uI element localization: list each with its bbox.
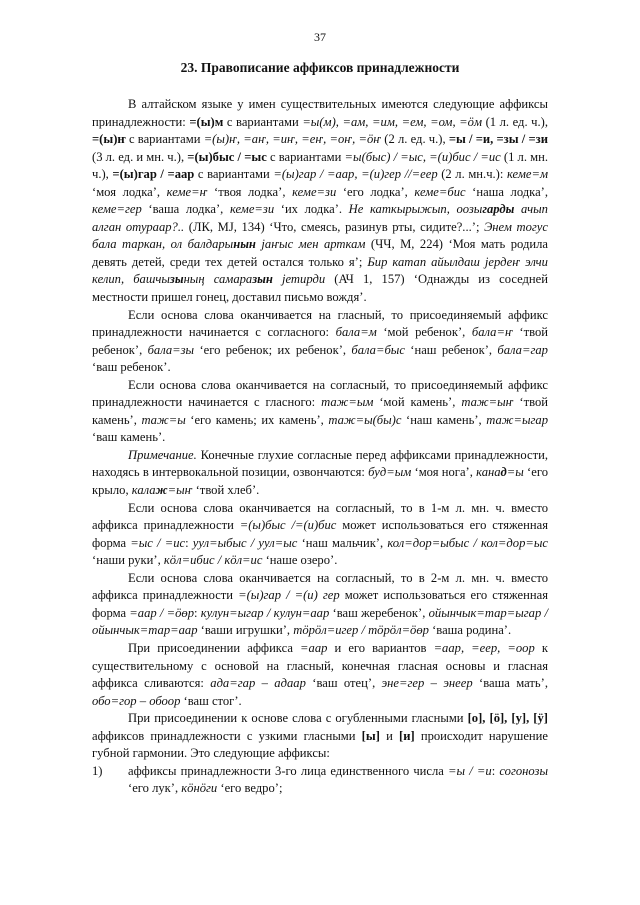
text-segment: =(ы)гар / =(и) гер — [238, 588, 340, 603]
text-segment: кана — [476, 465, 501, 480]
text-segment: (АЧ 1, 157) ‘Однажды из соседней местности пришел гонец, доставил письмо вождя’. — [92, 272, 548, 305]
text-segment: ‘мой ребенок’, — [376, 325, 472, 340]
text-segment: (1 л. мн. ч.), — [92, 149, 548, 182]
text-segment: =ы(быс) / =ыс, =(и)бис / =ис — [344, 149, 501, 164]
text-segment: кöнöги — [181, 781, 218, 796]
text-segment: может использоваться его стяженная форма — [92, 588, 548, 620]
text-segment: (1 л. ед. ч.), — [482, 114, 548, 129]
text-segment: бала=м — [335, 325, 377, 340]
text-segment: ‘мой камень’, — [373, 395, 462, 410]
text-segment: ж — [155, 483, 168, 498]
list-number: 1) — [92, 763, 103, 778]
text-segment: ның самара — [183, 272, 253, 287]
text-segment: с вариантами — [266, 149, 345, 164]
text-segment: =ыҥ — [167, 483, 193, 498]
text-segment: =(ы)быс /=(и)бис — [239, 518, 337, 533]
text-segment: Бир катап айылдаш јердеҥ элчи келип, башчы — [92, 254, 548, 287]
text-segment: ‘моя нога’, — [411, 465, 477, 480]
text-segment: таж=ым — [321, 395, 374, 410]
text-segment: Если основа слова оканчивается на согласный, то в 2-м л. мн. ч. вместо аффикса принадлежности — [92, 570, 548, 603]
text-segment: =аар / =öөр — [129, 605, 195, 620]
text-segment: кеме=зи — [229, 202, 275, 217]
text-segment: нын — [233, 237, 256, 252]
list-item-text — [128, 763, 548, 798]
text-segment: таж=ыгар — [486, 412, 548, 427]
text-segment: кеме=бис — [414, 184, 466, 199]
text-segment: ‘ваш ребенок’. — [92, 360, 171, 375]
text-segment: бала=зы — [147, 342, 195, 357]
note-paragraph — [92, 447, 548, 500]
paragraph — [92, 710, 548, 763]
text-segment: =ы / =и, =зы / =зи — [448, 132, 548, 147]
text-segment: ‘наше озеро’. — [262, 553, 338, 568]
text-segment: уул=ыбыс / уул=ыс — [192, 535, 298, 550]
text-segment: ‘его лук’, — [128, 781, 182, 796]
text-segment: =ы / =и — [448, 763, 492, 778]
text-segment: ‘его ребенок; их ребенок’, — [194, 342, 352, 357]
text-segment: (ЛК, МЈ, 134) ‘Что, смеясь, разинув рты, сидите?...’; — [184, 219, 485, 234]
text-segment: ‘его ведро’; — [217, 781, 283, 796]
text-segment: [о], [ö], [у], [ӱ] — [467, 711, 548, 726]
text-segment: =(ы)быс / =ыс — [187, 149, 267, 164]
text-segment: =ы — [506, 465, 524, 480]
text-segment: : — [185, 535, 193, 550]
text-segment: =(ы)ҥ, =аҥ, =иҥ, =еҥ, =оҥ, =öҥ — [203, 132, 382, 147]
paragraph — [92, 307, 548, 377]
text-segment: с вариантами — [223, 114, 303, 129]
text-segment: Если основа слова оканчивается на гласный, то присоединяемый аффикс принадлежности начинается с согласного: — [92, 307, 548, 340]
text-segment: Не каткырыжып, оозы — [348, 202, 483, 217]
text-segment: зы — [169, 272, 184, 287]
text-segment: ‘ваш жеребенок’, — [329, 605, 429, 620]
text-segment: При присоединении аффикса — [128, 640, 301, 655]
text-segment: (ЧЧ, М, 224) ‘Моя мать родила девять детей, среди тех детей остался только я’; — [92, 237, 548, 269]
text-segment: кол=дор=ыбыс / кол=дор=ыс — [387, 535, 548, 550]
text-segment: =ыс / =ис — [130, 535, 186, 550]
text-segment: ‘твоя лодка’, — [207, 184, 293, 199]
text-segment: ада=гар – адаар — [210, 676, 306, 691]
text-segment: тöрöл=игер / тöрöл=öөр — [293, 623, 429, 638]
paragraph — [92, 377, 548, 447]
text-segment: =аар — [300, 640, 328, 655]
text-segment: ‘ваши игрушки’, — [197, 623, 294, 638]
text-segment: =(ы)м — [189, 114, 224, 129]
body-text — [92, 96, 548, 798]
text-segment: кеме=м — [506, 167, 548, 182]
text-segment: ‘наш мальчик’, — [297, 535, 388, 550]
text-segment: При присоединении к основе слова с огубленными гласными — [128, 711, 468, 726]
text-segment: ачып алган отураар?.. — [92, 202, 548, 234]
text-segment: таж=ыҥ — [461, 395, 514, 410]
text-segment: јетирди — [272, 272, 326, 287]
text-segment: =(ы)гар / =аар, =(и)гер //=еер — [273, 167, 438, 182]
text-segment: ‘твой хлеб’. — [192, 483, 260, 498]
text-segment: таж=ы(бы)с — [328, 412, 402, 427]
text-segment: : — [491, 763, 500, 778]
text-segment: ‘его лодка’, — [336, 184, 415, 199]
section-title: 23. Правописание аффиксов принадлежности — [180, 60, 460, 75]
text-segment: кеме=ҥ — [166, 184, 208, 199]
text-segment: ‘твой камень’, — [92, 395, 548, 427]
text-segment: ‘ваша родина’. — [428, 623, 512, 638]
text-segment: ойынчык=тар=ыгар / ойынчык=тар=аар — [92, 605, 549, 638]
paragraph — [92, 640, 548, 710]
text-segment: кеме=гер — [92, 202, 142, 217]
text-segment: ‘их лодка’. — [274, 202, 349, 217]
text-segment: бала=ҥ — [471, 325, 513, 340]
text-segment: =(ы)гар / =аар — [112, 167, 195, 182]
text-segment: бала=быс — [351, 342, 405, 357]
text-segment: ‘его камень; их камень’, — [185, 412, 329, 427]
text-segment: ‘ваш отец’, — [305, 676, 382, 691]
text-segment: эне=гер – энеер — [381, 676, 473, 691]
text-segment: ‘ваш стог’. — [180, 693, 242, 708]
text-segment: кулун=ыгар / кулун=аар — [200, 605, 330, 620]
text-segment: ‘ваша лодка’, — [141, 202, 230, 217]
paragraph — [92, 500, 548, 570]
text-segment: ‘наши руки’, — [92, 553, 164, 568]
text-segment: гарды — [482, 202, 515, 217]
text-segment: =(ы)ҥ — [92, 132, 126, 147]
text-segment: буд=ым — [368, 465, 412, 480]
text-segment: таж=ы — [141, 412, 186, 427]
text-segment: и его вариантов — [327, 640, 434, 655]
text-segment: с вариантами — [125, 132, 204, 147]
text-segment: : — [194, 605, 201, 620]
text-segment: =ы(м), =ам, =им, =ем, =ом, =öм — [302, 114, 482, 129]
text-segment: [и] — [399, 728, 415, 743]
text-segment: В алтайском языке у имен существительных имеются следующие аффиксы принадлежности: — [92, 97, 548, 129]
text-segment: ‘наш камень’, — [401, 412, 487, 427]
text-segment: кöл=ибис / кöл=ис — [163, 553, 263, 568]
paragraph — [92, 96, 548, 307]
list-item — [92, 763, 548, 798]
text-segment: аффиксов принадлежности с узкими гласными — [92, 728, 362, 743]
text-segment: Энем тогус бала таркан, ол балдары — [92, 219, 548, 252]
text-segment: происходит нарушение губной гармонии. Это следующие аффиксы: — [92, 728, 549, 761]
text-segment: с вариантами — [194, 167, 274, 182]
text-segment: бала=гар — [497, 342, 548, 357]
text-segment: ‘ваша мать’, — [472, 676, 549, 691]
text-segment: Если основа слова оканчивается на согласный, то в 1-м л. мн. ч. вместо аффикса принадлежности — [92, 500, 548, 533]
text-segment: согонозы — [499, 763, 548, 778]
text-segment: (3 л. ед. и мн. ч.), — [92, 149, 188, 164]
text-segment: (2 л. ед. ч.), — [381, 132, 449, 147]
text-segment: зын — [252, 272, 273, 287]
text-segment: ‘его крыло, — [92, 465, 548, 498]
text-segment: обо=гор – обоор — [92, 693, 181, 708]
text-segment: и — [379, 728, 399, 743]
text-segment: кеме=зи — [292, 184, 337, 199]
text-segment: [ы] — [361, 728, 380, 743]
text-segment: аффиксы принадлежности 3-го лица единственного числа — [128, 763, 449, 778]
text-segment: ‘ваш камень’. — [92, 430, 166, 445]
text-segment: ‘наш ребенок’, — [404, 342, 498, 357]
text-segment: Примечание. — [128, 447, 197, 462]
text-segment: кала — [131, 483, 156, 498]
text-segment: ‘наша лодка’, — [465, 184, 549, 199]
text-segment: ‘моя лодка’, — [92, 184, 167, 199]
paragraph — [92, 570, 548, 640]
text-segment: Конечные глухие согласные перед аффиксами принадлежности, находясь в интервокальной позиции, озвончаются: — [92, 447, 548, 480]
text-segment: јаҥыс мен арткам — [255, 237, 366, 252]
text-segment: может использоваться его стяженная форма — [92, 518, 549, 550]
text-segment: д — [500, 465, 507, 480]
text-segment: ‘твой ребенок’, — [92, 325, 548, 357]
text-segment: (2 л. мн.ч.): — [437, 167, 507, 182]
text-segment: Если основа слова оканчивается на согласный, то присоединяемый аффикс принадлежности начинается с гласного: — [92, 377, 548, 410]
page-number: 37 — [314, 30, 326, 44]
text-segment: =аар, =еер, =оор — [433, 640, 535, 655]
text-segment: к существительному с основой на гласный, конечная гласная основы и гласная аффикса сливаются: — [92, 640, 548, 691]
